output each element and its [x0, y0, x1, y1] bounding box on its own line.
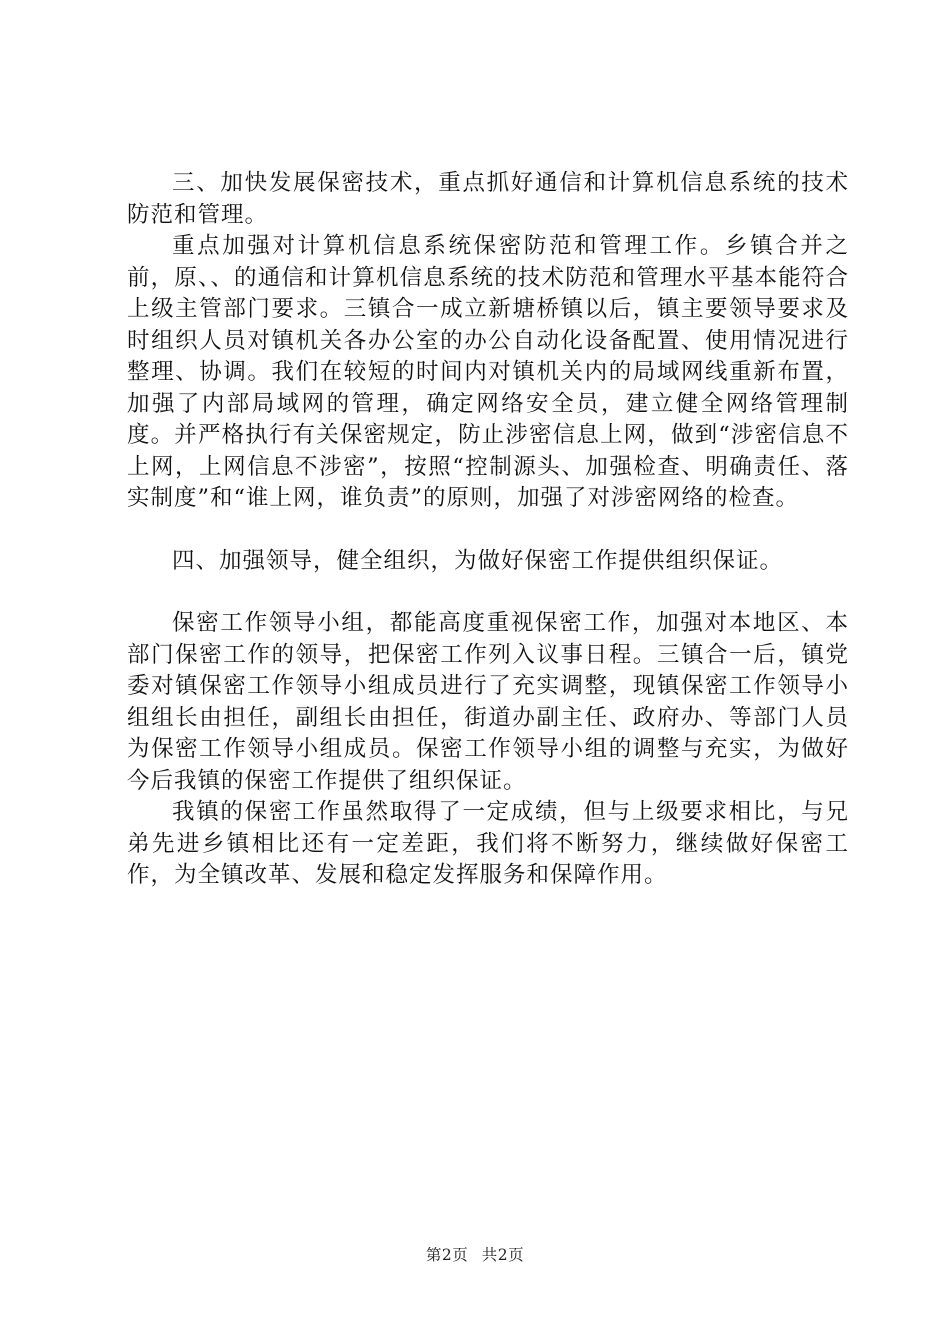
page-number: 第2页 [425, 1246, 469, 1264]
paragraph-leadership-group: 保密工作领导小组，都能高度重视保密工作，加强对本地区、本部门保密工作的领导，把保密工作列入议事日程。三镇合一后，镇党委对镇保密工作领导小组成员进行了充实调整，现镇保密工作领导小组组长由担任，副组长由担任，街道办副主任、政府办、等部门人员为保密工作领导小组成员。保密工作领导小组的调整与充实，为做好今后我镇的保密工作提供了组织保证。 [127, 610, 849, 794]
section-heading-4: 四、加强领导，健全组织，为做好保密工作提供组织保证。 [172, 547, 784, 574]
page-footer [0, 1245, 950, 1265]
section-heading-3: 三、加快发展保密技术，重点抓好通信和计算机信息系统的技术防范和管理。 [127, 170, 849, 228]
paragraph-computer-security: 重点加强对计算机信息系统保密防范和管理工作。乡镇合并之前，原、、的通信和计算机信息系统的技术防范和管理水平基本能符合上级主管部门要求。三镇合一成立新塘桥镇以后，镇主要领导要求及时组织人员对镇机关各办公室的办公自动化设备配置、使用情况进行整理、协调。我们在较短的时间内对镇机关内的局域网线重新布置，加强了内部局域网的管理，确定网络安全员，建立健全网络管理制度。并严格执行有关保密规定，防止涉密信息上网，做到“涉密信息不上网，上网信息不涉密”，按照“控制源头、加强检查、明确责任、落实制度”和“谁上网，谁负责”的原则，加强了对涉密网络的检查。 [127, 233, 849, 511]
document-body [127, 168, 849, 892]
page-total: 共2页 [481, 1246, 525, 1264]
paragraph-conclusion: 我镇的保密工作虽然取得了一定成绩，但与上级要求相比，与兄弟先进乡镇相比还有一定差距，我们将不断努力，继续做好保密工作，为全镇改革、发展和稳定发挥服务和保障作用。 [127, 799, 849, 888]
